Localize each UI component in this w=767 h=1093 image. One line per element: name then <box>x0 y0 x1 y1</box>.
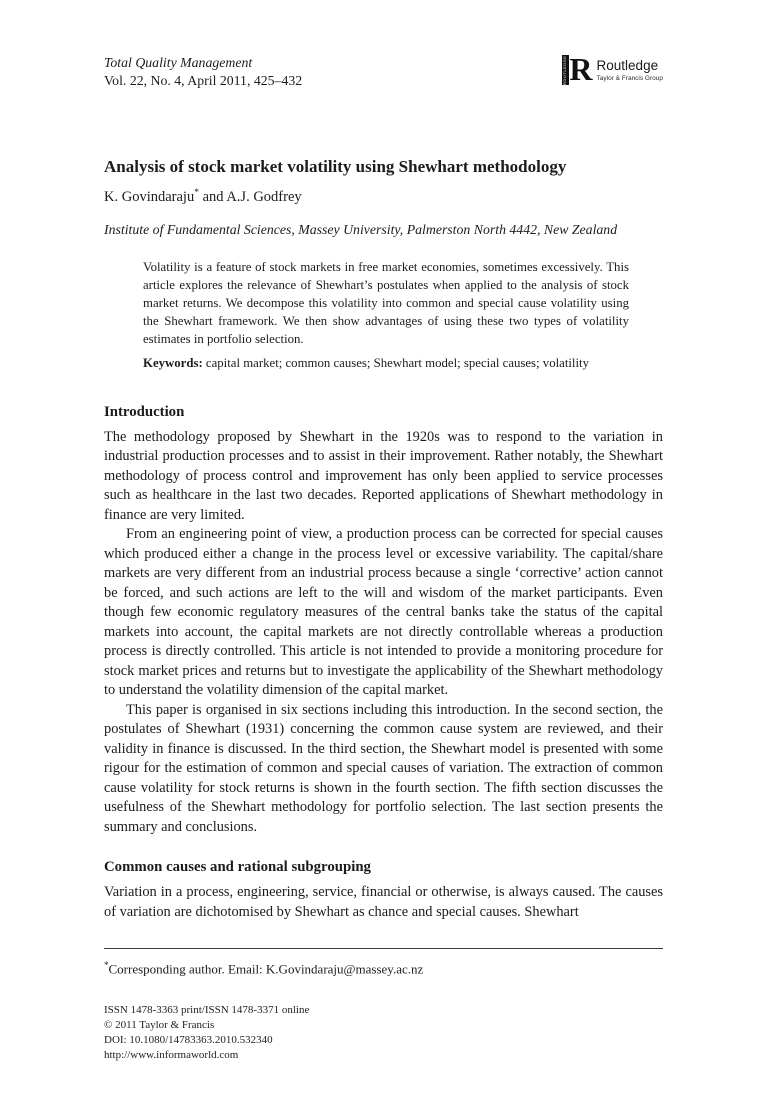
intro-paragraph-1: The methodology proposed by Shewhart in the 1920s was to respond to the variation in industrial production processes and to assist in their improvement. Rather notably, the Shewhart methodology of process control and improvement has only been applied to service processes such as healthcare in the last two decades. Reported applications of Shewhart methodology in finance are very limited. <box>104 428 663 523</box>
intro-paragraph-2: From an engineering point of view, a production process can be corrected for special causes which produced either a change in the process level or excessive variability. The capital/share markets are very different from an industrial process because a single ‘corrective’ action cannot be forced, and such actions are left to the will and wisdom of the market participants. Even though few economic regulatory measures of the central banks take the status of the capital markets into account, the capital markets are not directly controllable whereas a production process is directly controlled. This article is not intended to provide a monitoring procedure for stock market prices and returns but to investigate the applicability of the Shewhart methodology to understand the volatility dimension of the capital market. <box>104 526 663 699</box>
issn-line: ISSN 1478-3363 print/ISSN 1478-3371 online <box>104 1004 310 1017</box>
keywords-text: capital market; common causes; Shewhart model; special causes; volatility <box>202 355 589 370</box>
affiliation: Institute of Fundamental Sciences, Massey University, Palmerston North 4442, New Zealand <box>104 221 618 237</box>
masthead <box>104 51 663 90</box>
journal-title: Total Quality Management <box>104 55 253 70</box>
journal-meta <box>104 54 302 90</box>
footnote-asterisk: * <box>104 960 109 970</box>
publisher-url: http://www.informaworld.com <box>104 1048 239 1061</box>
intro-paragraph-3: This paper is organised in six sections including this introduction. In the second section, the postulates of Shewhart (1931) concerning the common cause system are reviewed, and their validity in finance is discussed. In the third section, the Shewhart model is presented with some rigour for the estimation of common and special causes of variation. The extraction of common cause volatility for stock returns is shown in the fourth section. The fifth section discusses the usefulness of the Shewhart methodology for portfolio selection. The last section presents the summary and conclusions. <box>104 701 663 835</box>
footnote-text: Corresponding author. Email: K.Govindaraju@massey.ac.nz <box>108 961 424 977</box>
publisher-brand: Routledge <box>596 58 659 73</box>
routledge-logo <box>562 51 663 87</box>
authors-line <box>104 188 663 206</box>
footnote-rule <box>104 948 663 949</box>
keywords-label: Keywords: <box>143 355 203 370</box>
keywords-line <box>143 354 629 372</box>
doi-line: DOI: 10.1080/14783363.2010.532340 <box>104 1033 273 1046</box>
page-content <box>104 0 663 922</box>
page-footer <box>104 948 663 1063</box>
routledge-r-icon: R <box>569 51 592 87</box>
common-causes-paragraph-1: Variation in a process, engineering, service, financial or otherwise, is always caused. The causes of variation are dichotomised by Shewhart as chance and special causes. Shewhart <box>104 884 663 920</box>
section-heading-introduction: Introduction <box>104 403 185 420</box>
author-rest: and A.J. Godfrey <box>198 188 302 205</box>
article-title: Analysis of stock market volatility using Shewhart methodology <box>104 157 567 176</box>
publisher-group: Taylor & Francis Group <box>596 74 663 82</box>
author-first: K. Govindaraju <box>104 188 195 205</box>
imprint-block <box>104 1003 663 1062</box>
journal-issue-line: Vol. 22, No. 4, April 2011, 425–432 <box>104 73 303 88</box>
section-introduction <box>104 402 663 838</box>
copyright-line: © 2011 Taylor & Francis <box>104 1019 215 1032</box>
corresponding-author-mark: * <box>194 188 199 198</box>
publisher-wordmark <box>597 55 663 85</box>
section-heading-common-causes: Common causes and rational subgrouping <box>104 859 371 876</box>
routledge-logo-mark <box>562 51 592 87</box>
abstract: Volatility is a feature of stock markets in free market economies, sometimes excessively. This article explores the relevance of Shewhart’s postulates when applied to the analysis of stock market returns. We decompose this volatility into common and special cause volatility using the Shewhart framework. We then show advantages of using these two types of volatility estimates in portfolio selection. <box>143 259 629 346</box>
routledge-vertical-text: ROUTLEDGE <box>562 55 568 85</box>
corresponding-author-footnote <box>104 957 663 977</box>
section-common-causes <box>104 857 663 922</box>
